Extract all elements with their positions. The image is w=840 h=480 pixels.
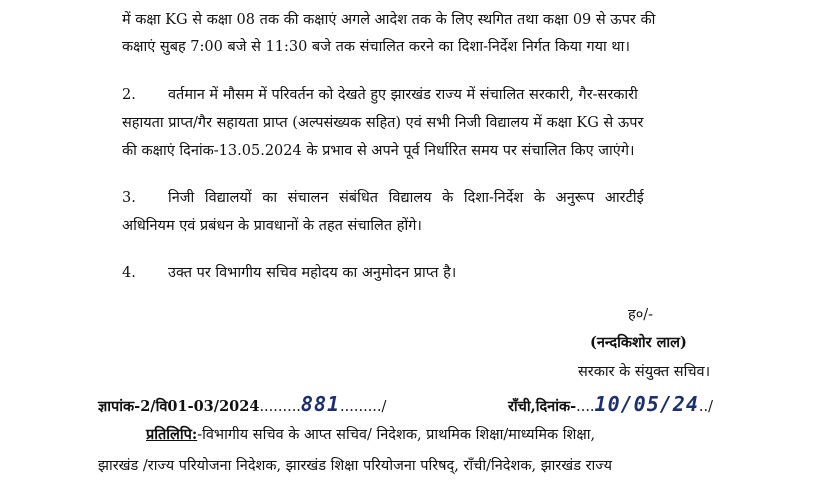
signatory-designation: सरकार के संयुक्त सचिव।: [578, 364, 711, 380]
copy-label: प्रतिलिपि:: [146, 426, 198, 443]
para1-line2: कक्षाएं सुबह 7:00 बजे से 11:30 बजे तक संचालित करने का दिशा-निर्देश निर्गत किया गया था।: [122, 39, 630, 55]
memo-number-handwritten: 881: [300, 392, 341, 416]
date-dots-after: ../: [698, 399, 713, 415]
para3-number: 3.: [122, 190, 136, 206]
memo-reference: [98, 394, 386, 417]
copy-line1: [146, 425, 595, 445]
signed-mark: ह०/-: [628, 307, 654, 323]
para4-line1: उक्त पर विभागीय सचिव महोदय का अनुमोदन प्राप्त है।: [168, 265, 457, 281]
memo-dots-before: .........: [259, 399, 301, 415]
para4-number: 4.: [122, 265, 136, 281]
memo-label: ज्ञापांक-2/वि01-03/2024: [98, 398, 260, 415]
memo-date: [508, 394, 713, 417]
place-date-label: राँची,दिनांक-: [508, 398, 577, 415]
para3-line1: निजी विद्यालयों का संचालन संबंधित विद्यालय के दिशा-निर्देश के अनुरूप आरटीई: [168, 190, 644, 206]
para3-line2: अधिनियम एवं प्रबंधन के प्रावधानों के तहत संचालित होंगे।: [122, 218, 422, 234]
copy-line1-text: -विभागीय सचिव के आप्त सचिव/ निदेशक, प्राथमिक शिक्षा/माध्यमिक शिक्षा,: [197, 427, 596, 443]
para2-line2: सहायता प्राप्त/गैर सहायता प्राप्त (अल्पसंख्यक सहित) एवं सभी निजी विद्यालय में कक्षा KG से ऊपर: [122, 115, 644, 131]
date-handwritten: 10/05/24: [594, 392, 699, 416]
copy-line2: झारखंड /राज्य परियोजना निदेशक, झारखंड शिक्षा परियोजना परिषद्, राँची/निदेशक, झारखंड राज्य: [98, 458, 612, 474]
date-dots-before: ....: [576, 399, 595, 415]
para2-number: 2.: [122, 87, 136, 103]
memo-dots-after: ........./: [340, 399, 387, 415]
para2-line1: वर्तमान में मौसम में परिवर्तन को देखते हुए झारखंड राज्य में संचालित सरकारी, गैर-सरकारी: [168, 87, 638, 103]
signatory-name: (नन्दकिशोर लाल): [590, 334, 687, 351]
para1-line1: में कक्षा KG से कक्षा 08 तक की कक्षाएं अगले आदेश तक के लिए स्थगित तथा कक्षा 09 से ऊपर की: [122, 12, 656, 28]
para2-line3: की कक्षाएं दिनांक-13.05.2024 के प्रभाव से अपने पूर्व निर्धारित समय पर संचालित किए जाएंगे।: [122, 143, 635, 159]
